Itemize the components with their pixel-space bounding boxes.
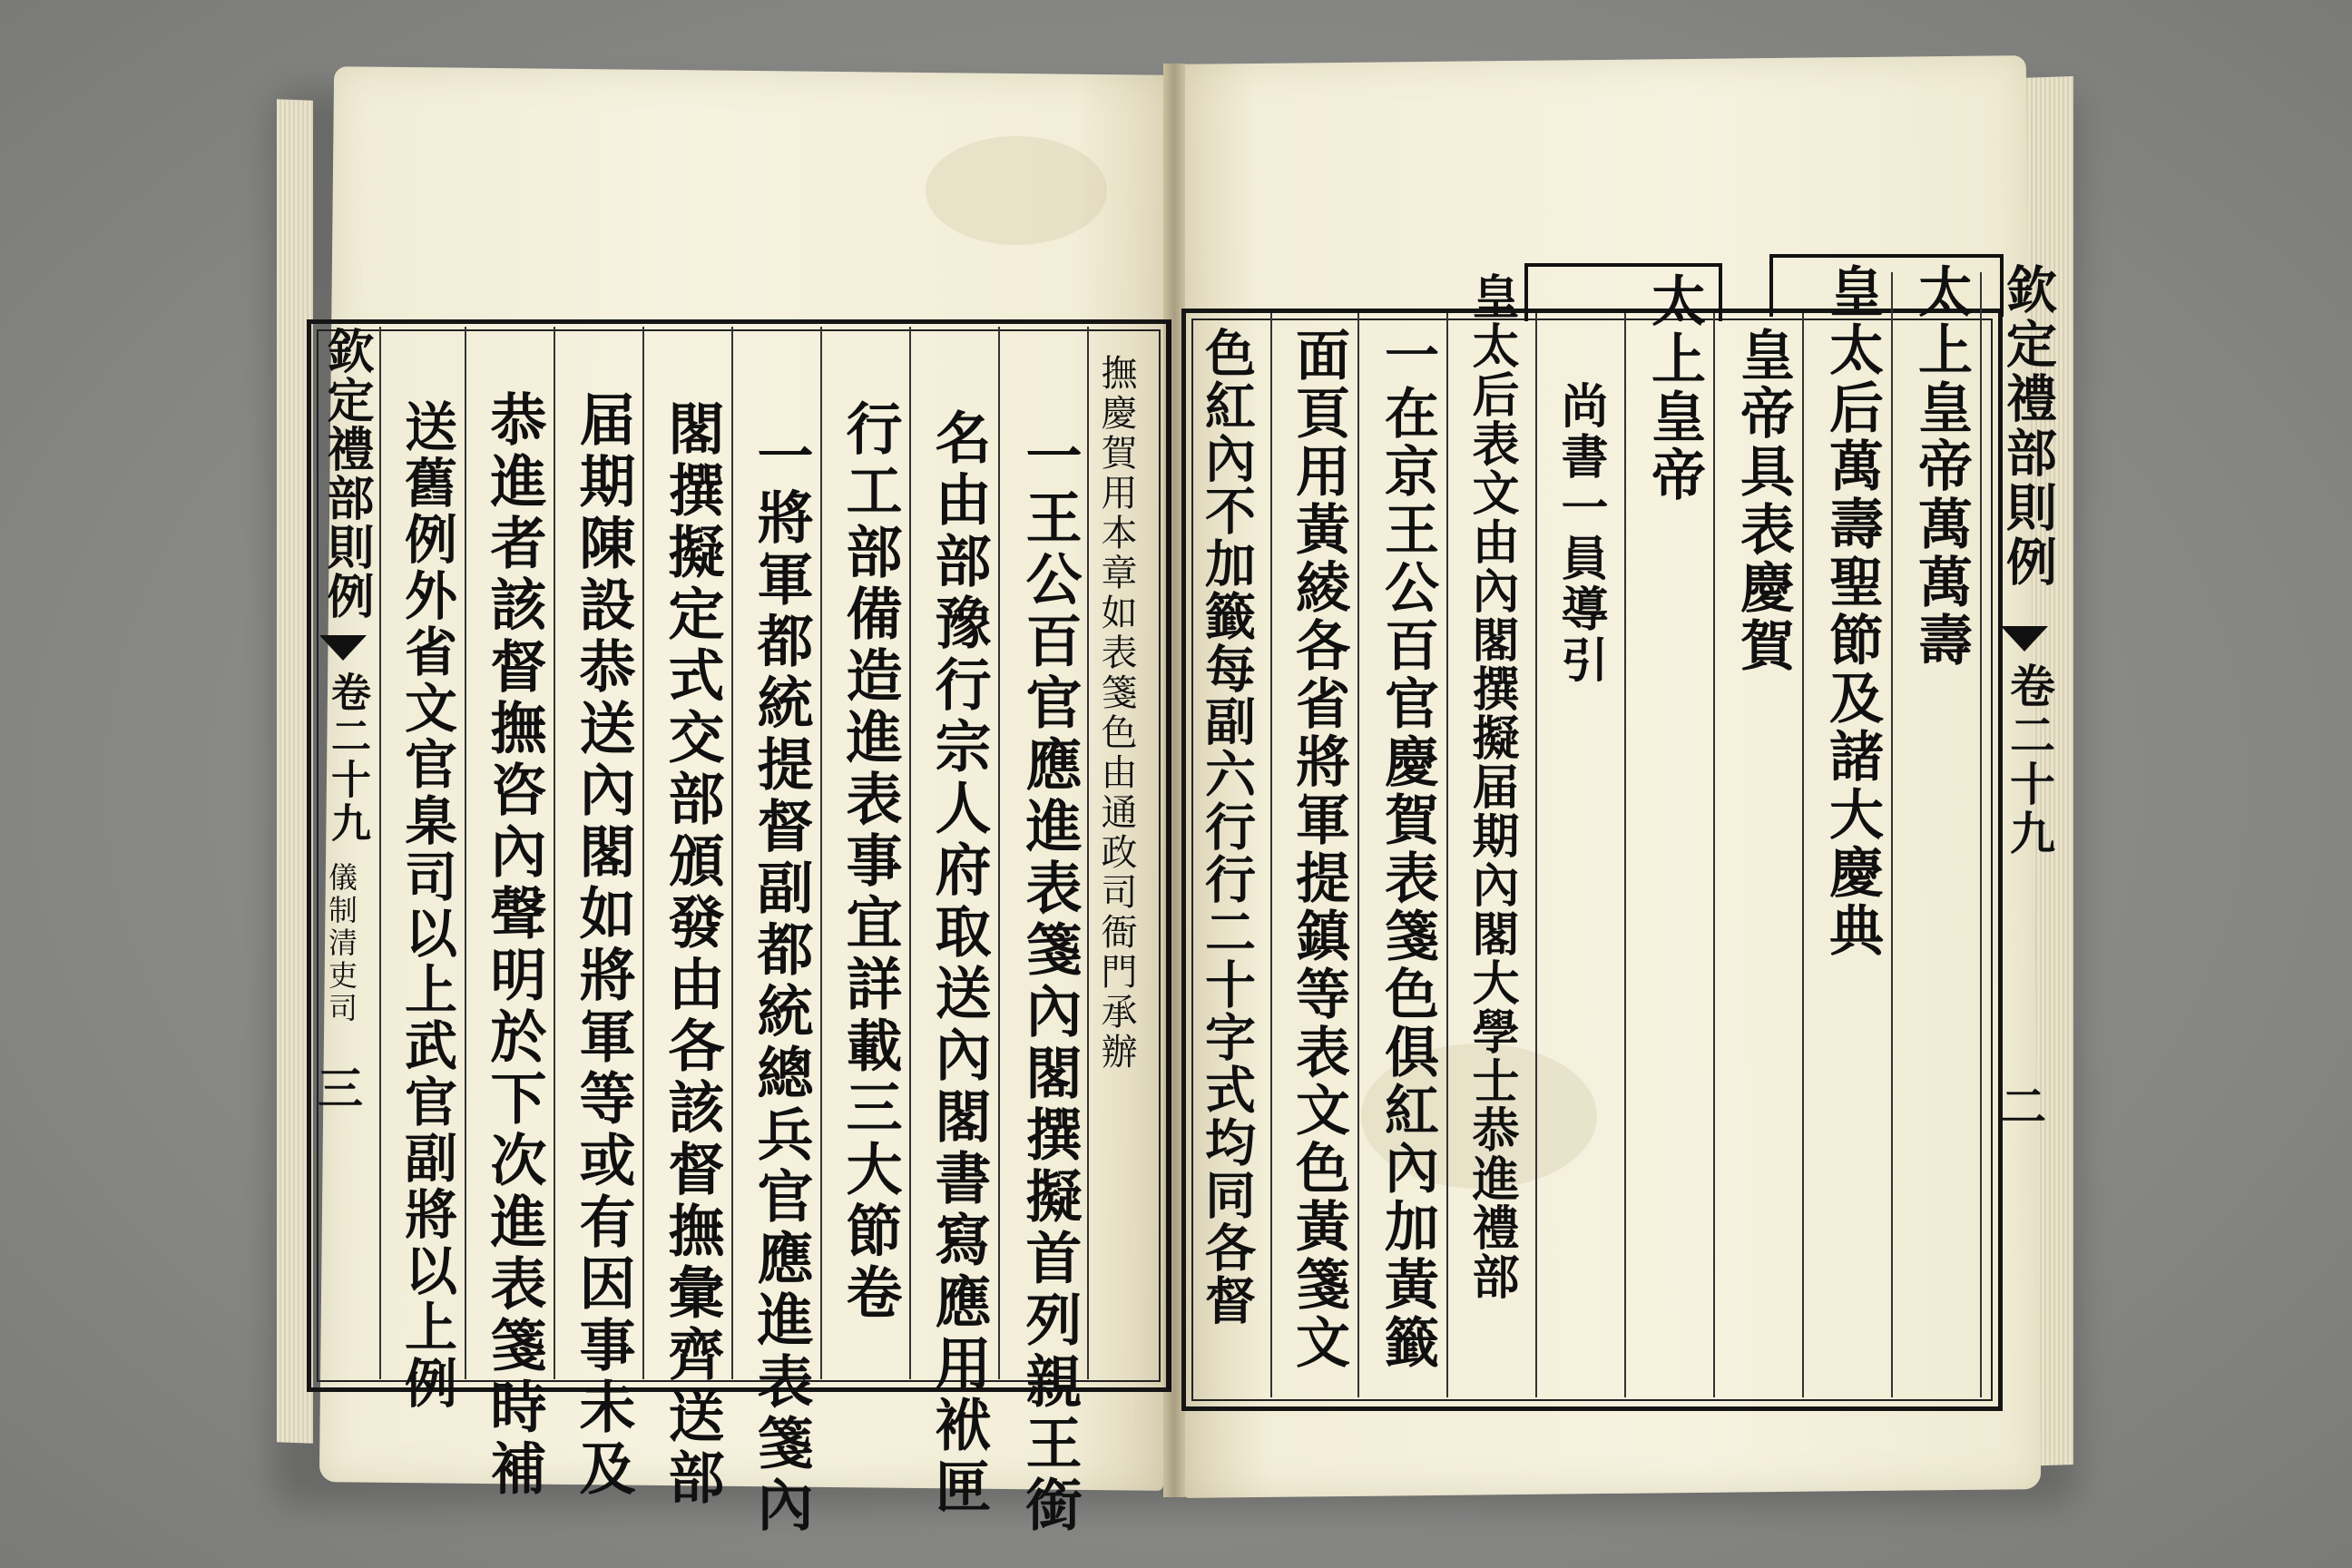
right-margin-volume: 卷二十九: [2003, 662, 2056, 858]
left-col-1: 撫慶賀用本章如表箋色由通政司衙門承辦: [1095, 354, 1137, 1073]
paper-stain: [926, 136, 1107, 245]
column-divider: [1270, 313, 1272, 1397]
right-margin-title: 欽定禮部則例: [1998, 263, 2058, 590]
right-col-3: 皇帝具表慶賀: [1731, 327, 1795, 675]
right-col-8: 面頁用黃綾各省將軍提鎮等表文色黃箋文: [1287, 327, 1350, 1372]
left-col-6: 閣撰擬定式交部頒發由各該督撫彙齊送部: [659, 399, 725, 1510]
left-col-2: 一王公百官應進表箋內閣撰擬首列親王銜: [1016, 426, 1083, 1537]
column-divider: [1357, 313, 1359, 1397]
right-col-9: 色紅內不加籤每副六行行二十字式均同各督: [1197, 327, 1257, 1327]
column-divider: [1980, 272, 1982, 1397]
left-col-4: 行工部備造進表事宜詳載三大節卷: [837, 399, 903, 1325]
column-divider: [1535, 313, 1537, 1397]
right-col-1: 太上皇帝萬萬壽: [1909, 263, 1973, 670]
left-col-5: 一將軍都統提督副都統總兵官應進表箋內: [748, 426, 814, 1537]
right-col-6b: 皇太后表文由內閣撰擬届期內閣大學士恭進禮部: [1464, 272, 1519, 1301]
right-page-number: 二: [2001, 1080, 2046, 1133]
column-divider: [1624, 313, 1626, 1397]
left-margin-section: 儀制清吏司: [324, 862, 358, 1025]
left-margin-volume: 卷二十九: [324, 671, 370, 846]
right-col-2: 皇太后萬壽聖節及諸大慶典: [1820, 263, 1884, 960]
right-col-7: 一在京王公百官慶賀表箋色俱紅內加黃籤: [1376, 327, 1439, 1372]
column-divider: [1446, 313, 1448, 1397]
right-col-4: 太上皇帝: [1642, 272, 1706, 505]
left-col-3: 名由部豫行宗人府取送內閣書寫應用袱匣: [926, 408, 992, 1519]
left-page-number: 三: [318, 1062, 363, 1115]
left-col-7: 届期陳設恭送內閣如將軍等或有因事未及: [570, 390, 636, 1501]
left-margin-title: 欽定禮部則例: [318, 327, 374, 621]
right-col-5: 尚書一員導引: [1553, 381, 1608, 686]
column-divider: [465, 327, 466, 1379]
left-col-8: 恭進者該督撫咨內聲明於下次進表箋時補: [481, 390, 547, 1501]
left-col-9: 送舊例外省文官臬司以上武官副將以上例: [396, 399, 457, 1412]
right-fishtail-mark: [2001, 626, 2048, 652]
column-divider: [1802, 313, 1804, 1397]
column-divider: [1891, 272, 1893, 1397]
left-fishtail-mark: [319, 635, 367, 661]
column-divider: [1713, 313, 1715, 1397]
